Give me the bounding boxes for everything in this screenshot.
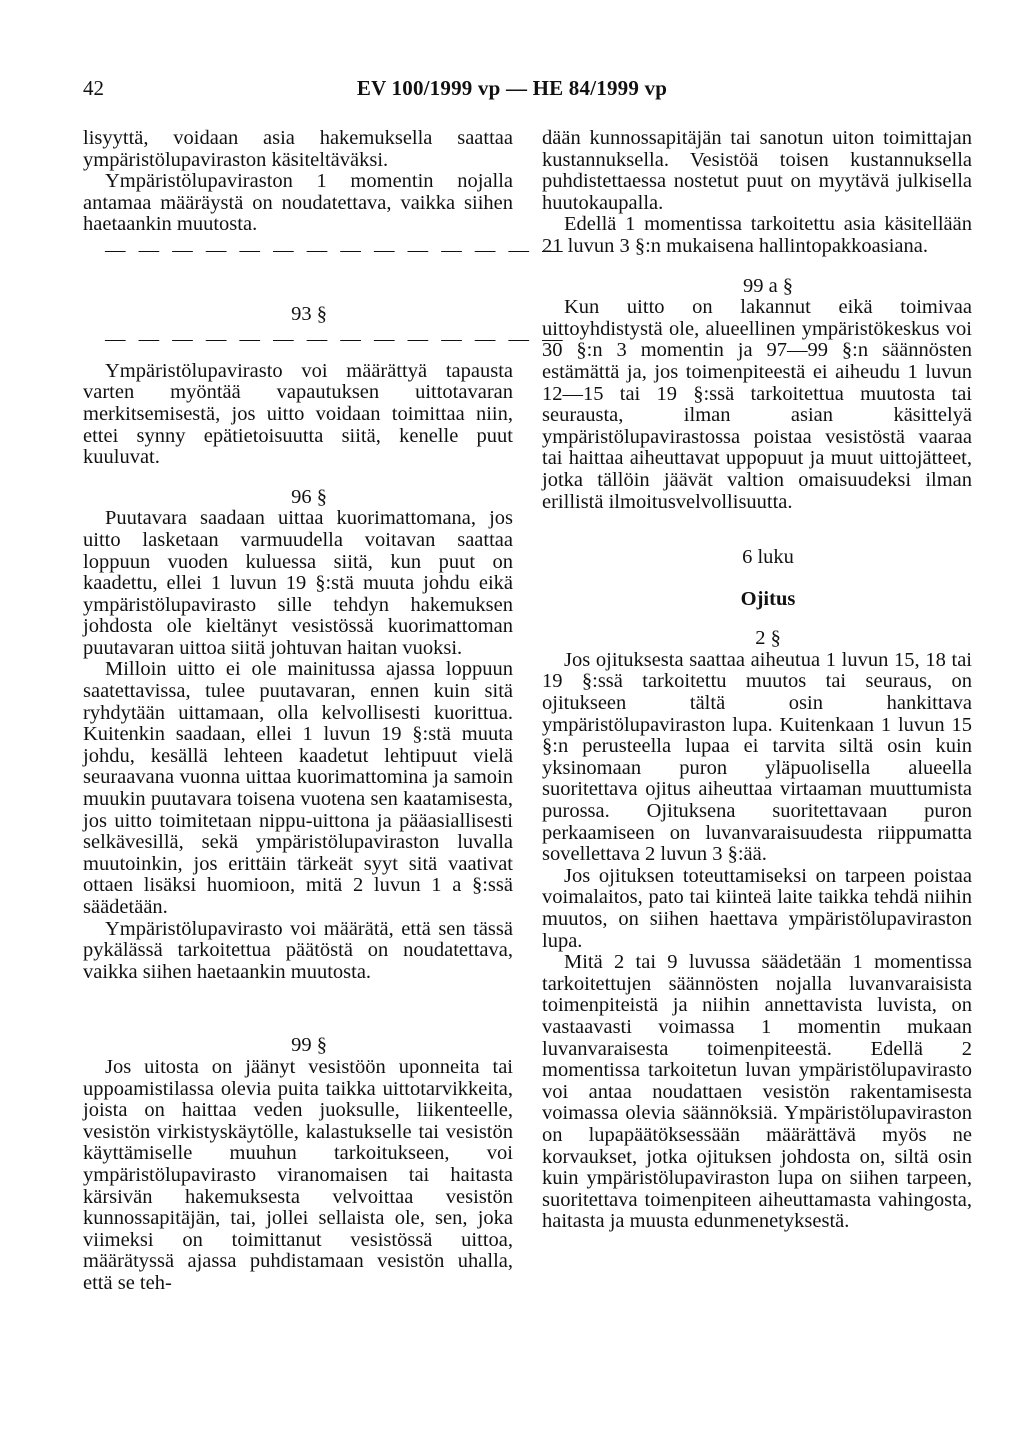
section-heading-96: 96 § <box>291 485 327 508</box>
right-column <box>542 128 972 1233</box>
paragraph: Jos uitosta on jäänyt vesistöön uponneita tai uppoamistilassa olevia puita taikka uittotarvikkeita, joista on haittaa veden juoksulle, liikenteelle, vesistön virkistyskäytölle, kalastukselle tai vesistön käyttämiselle muuhun tarkoitukseen, voi ympäristölupavirasto viranomaisen tai haitasta kärsivän hakemuksesta velvoittaa vesistön kunnossapitäjän, tai, jollei sellaista ole, sen, joka viimeksi on toimittanut vesistössä uittoa, määrätyssä ajassa puhdistamaan vesistön uhalla, että se teh- <box>83 1055 513 1294</box>
omission-marker: — — — — — — — — — — — — — — <box>105 238 567 261</box>
paragraph: Puutavara saadaan uittaa kuorimattomana, jos uitto lasketaan varmuudella voitavan saattaa loppuun vuoden kuluessa siitä, kun puut on kaadettu, ellei 1 luvun 19 §:stä muuta johdu eikä ympäristölupavirasto sille tehdyn hakemuksen johdosta ole kieltänyt vesistössä kuorimattoman puutavaran uittoa siitä johtuvan haitan vuoksi. <box>83 507 513 659</box>
paragraph: lisyyttä, voidaan asia hakemuksella saattaa ympäristölupaviraston käsiteltäväksi. <box>83 127 513 171</box>
page-number: 42 <box>83 76 104 100</box>
paragraph: Ympäristölupaviraston 1 momentin nojalla antamaa määräystä on noudatettava, vaikka siihen haetaankin muutosta. <box>83 170 513 236</box>
paragraph: dään kunnossapitäjän tai sanotun uiton toimittajan kustannuksella. Vesistöä toisen kustannuksella puhdistettaessa nostetut puut on myytävä julkisella huutokaupalla. <box>542 127 972 214</box>
paragraph: Milloin uitto ei ole mainitussa ajassa loppuun saatettavissa, tulee puutavaran, ennen kuin sitä ryhdytään uittamaan, olla kelvollisesti kuorittua. Kuitenkin saadaan, ellei 1 luvun 19 §:stä muuta johdu, kesällä lehteen kaadetut lehtipuut vielä seuraavana vuonna uittaa kuorimattomina ja samoin muukin puutavara toisena vuotena sen kaatamisesta, jos uitto toimitetaan nippu-uittona ja pääasiallisesti selkävesillä, sekä ympäristölupaviraston luvalla muutoinkin, jos erittäin tärkeät syyt sitä vaativat ottaen lisäksi huomioon, mitä 2 luvun 1 a §:ssä säädetään. <box>83 658 513 918</box>
page-header <box>0 76 1024 106</box>
section-heading-93: 93 § <box>291 302 327 325</box>
section-heading-99: 99 § <box>291 1034 327 1057</box>
paragraph: Ympäristölupavirasto voi määrätä, että sen tässä pykälässä tarkoitettua päätöstä on noudatettava, vaikka siihen haetaankin muutosta. <box>83 917 513 983</box>
chapter-number: 6 luku <box>742 546 794 569</box>
paragraph: Ympäristölupavirasto voi määrättyä tapausta varten myöntää vapautuksen uittotavaran merkitsemisestä, jos uitto voidaan toimittaa niin, ettei synny epätietoisuutta siitä, kenelle puut kuuluvat. <box>83 359 513 469</box>
section-heading-2: 2 § <box>755 627 781 650</box>
chapter-title: Ojitus <box>740 587 796 610</box>
section-heading-99a: 99 a § <box>742 274 794 297</box>
paragraph: Edellä 1 momentissa tarkoitettu asia käsitellään 21 luvun 3 §:n mukaisena hallintopakkoasiana. <box>542 213 972 257</box>
paragraph: Jos ojituksen toteuttamiseksi on tarpeen poistaa voimalaitos, pato tai kiinteä laite taikka tehdä niihin muutos, on siihen haettava ympäristölupaviraston lupa. <box>542 864 972 952</box>
paragraph: Mitä 2 tai 9 luvussa säädetään 1 momentissa tarkoitettujen säännösten nojalla luvanvaraisista toimenpiteistä ja niihin annettavista luvista, on vastaavasti voimassa 1 momentin mukaan luvanvaraisesta toimenpiteestä. Edellä 2 momentissa tarkoitetun luvan ympäristölupavirasto voi antaa noudattaen vesistön rakentamisesta voimassa olevia säännöksiä. Ympäristölupaviraston on lupapäätöksessään määrättävä myös ne korvaukset, jotka ojituksen johdosta on, siltä osin kuin ympäristölupaviraston lupa on siihen tarpeen, suoritettava toimenpiteen aiheuttamasta vahingosta, haitasta ja muusta edunmenetyksestä. <box>542 951 972 1233</box>
running-head: EV 100/1999 vp — HE 84/1999 vp <box>356 76 668 100</box>
omission-marker: — — — — — — — — — — — — — — <box>105 328 567 351</box>
paragraph: Kun uitto on lakannut eikä toimivaa uittoyhdistystä ole, alueellinen ympäristökeskus voi 30 §:n 3 momentin ja 97—99 §:n säännösten estämättä ja, jos toimenpiteestä ei aiheudu 1 luvun 12—15 tai 19 §:ssä tarkoitettua muutosta tai seurausta, ilman asian käsittelyä ympäristölupavirastossa poistaa vesistöstä vaaraa tai haittaa aiheuttavat uppopuut ja muut uittojätteet, jotka tällöin jäävät valtion omaisuudeksi ilman erillistä ilmoitusvelvollisuutta. <box>542 296 972 513</box>
left-column <box>83 127 567 1295</box>
paragraph: Jos ojituksesta saattaa aiheutua 1 luvun 15, 18 tai 19 §:ssä tarkoitettu muutos tai seuraus, on ojitukseen tältä osin hankittava ympäristölupaviraston lupa. Kuitenkaan 1 luvun 15 §:n perusteella lupaa ei tarvita siltä osin kuin yksinomaan puron yläpuolisella alueella suoritettava ojitus aiheuttaa virtaaman muuttumista purossa. Ojituksena suoritettavaan puron perkaamiseen on luvanvaraisuudesta riippumatta sovellettava 2 luvun 3 §:ää. <box>542 648 972 866</box>
